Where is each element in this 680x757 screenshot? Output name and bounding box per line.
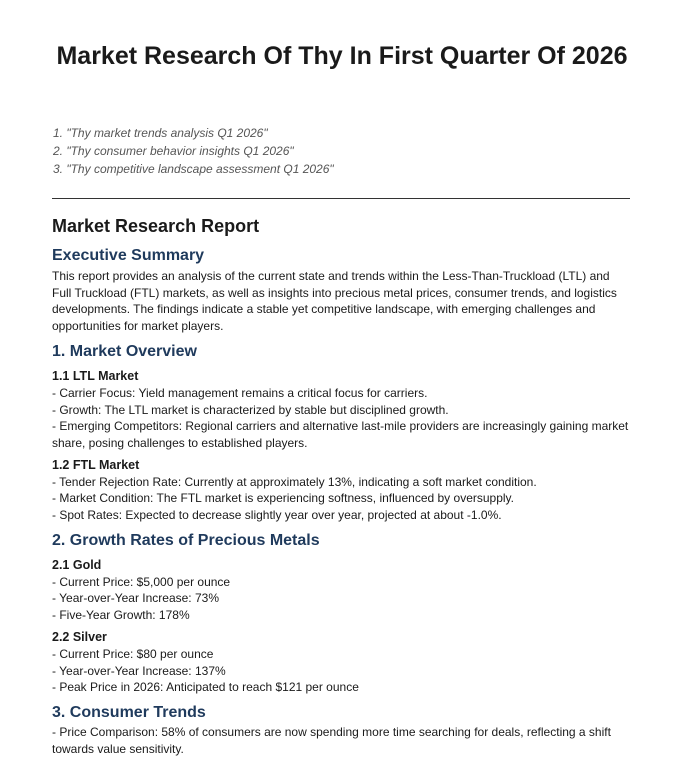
executive-summary-heading: Executive Summary bbox=[52, 247, 205, 264]
list-item: - Market Condition: The FTL market is experiencing softness, influenced by oversupply. bbox=[52, 491, 514, 506]
market-overview-heading: 1. Market Overview bbox=[52, 342, 197, 360]
list-item: - Tender Rejection Rate: Currently at approximately 13%, indicating a soft market condition. bbox=[52, 474, 537, 489]
horizontal-divider bbox=[52, 198, 630, 199]
silver-heading: 2.2 Silver bbox=[52, 629, 107, 644]
search-query-item: 1. "Thy market trends analysis Q1 2026" bbox=[53, 126, 268, 140]
report-body bbox=[52, 210, 632, 757]
search-query-item: 3. "Thy competitive landscape assessment Q1 2026" bbox=[53, 162, 334, 176]
ltl-market-heading: 1.1 LTL Market bbox=[52, 368, 139, 383]
ftl-market-heading: 1.2 FTL Market bbox=[52, 457, 140, 472]
report-title: Market Research Report bbox=[52, 216, 260, 236]
gold-heading: 2.1 Gold bbox=[52, 557, 102, 572]
gold-list bbox=[52, 574, 632, 624]
list-item: - Peak Price in 2026: Anticipated to reach $121 per ounce bbox=[52, 680, 359, 695]
search-query-list bbox=[53, 124, 334, 178]
consumer-trends-heading: 3. Consumer Trends bbox=[52, 703, 206, 721]
list-item: - Carrier Focus: Yield management remains a critical focus for carriers. bbox=[52, 385, 428, 400]
document-title: Market Research Of Thy In First Quarter Of 2026 bbox=[56, 42, 628, 70]
list-item: - Year-over-Year Increase: 73% bbox=[52, 591, 219, 606]
consumer-trends-list bbox=[52, 724, 632, 757]
executive-summary-text: This report provides an analysis of the current state and trends within the Less-Than-Truckload (LTL) and Full Truckload (FTL) markets, as well as insights into precious metal prices, consumer trends, and logistics developments. The findings indicate a stable yet competitive landscape, with emerging challenges and opportunities for market players. bbox=[52, 269, 617, 334]
list-item: - Emerging Competitors: Regional carriers and alternative last-mile providers are increasingly gaining market share, posing challenges to established players. bbox=[52, 419, 629, 450]
list-item: - Growth: The LTL market is characterized by stable but disciplined growth. bbox=[52, 402, 449, 417]
list-item: - Spot Rates: Expected to decrease slightly year over year, projected at about -1.0%. bbox=[52, 508, 502, 523]
ftl-market-list bbox=[52, 474, 632, 524]
list-item: - Current Price: $5,000 per ounce bbox=[52, 574, 231, 589]
precious-metals-heading: 2. Growth Rates of Precious Metals bbox=[52, 531, 320, 549]
search-query-item: 2. "Thy consumer behavior insights Q1 2026" bbox=[53, 144, 294, 158]
ltl-market-list bbox=[52, 385, 632, 452]
list-item: - Year-over-Year Increase: 137% bbox=[52, 663, 226, 678]
silver-list bbox=[52, 646, 632, 696]
list-item: - Price Comparison: 58% of consumers are now spending more time searching for deals, reflecting a shift towards value sensitivity. bbox=[52, 724, 611, 756]
list-item: - Current Price: $80 per ounce bbox=[52, 646, 214, 661]
list-item: - Five-Year Growth: 178% bbox=[52, 608, 190, 623]
